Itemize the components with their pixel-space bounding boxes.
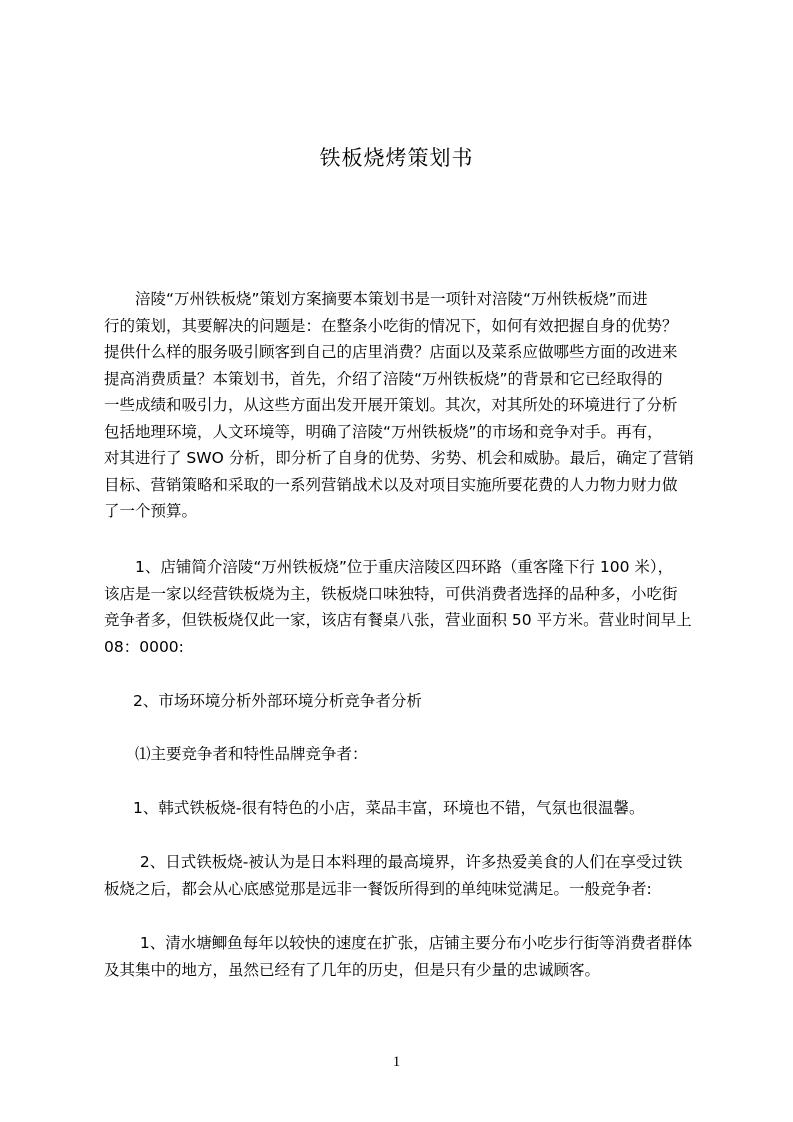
text-line: 包括地理环境，人文环境等，明确了涪陵“万州铁板烧”的市场和竞争对手。再有， (104, 422, 663, 441)
text-line: 提高消费质量？本策划书，首先，介绍了涪陵“万州铁板烧”的背景和它已经取得的 (104, 369, 663, 388)
text-line: 涪陵“万州铁板烧”策划方案摘要本策划书是一项针对涪陵“万州铁板烧”而进 (104, 290, 648, 308)
text-line: 竞争者多，但铁板烧仅此一家，该店有餐桌八张，营业面积 50 平方米。营业时间早上 (104, 611, 692, 629)
text-line: 了一个预算。 (104, 502, 198, 520)
korean-teppanyaki-item: 1、韩式铁板烧-很有特色的小店，菜品丰富，环境也不错，气氛也很温馨。 (133, 799, 645, 817)
text-line: 提供什么样的服务吸引顾客到自己的店里消费？店面以及菜系应做哪些方面的改进来 (104, 343, 678, 361)
document-title: 铁板烧烤策划书 (319, 146, 474, 170)
text-line: 1、清水塘鲫鱼每年以较快的速度在扩张，店铺主要分布小吃步行街等消费者群体 (104, 934, 693, 952)
text-line: 及其集中的地方，虽然已经有了几年的历史，但是只有少量的忠诚顾客。 (104, 960, 601, 979)
text-line: 1、店铺简介涪陵“万州铁板烧”位于重庆涪陵区四环路（重客隆下行 100 米）， (104, 558, 674, 576)
market-analysis-heading: 2、市场环境分析外部环境分析竞争者分析 (133, 692, 422, 710)
store-intro-paragraph (104, 554, 702, 660)
summary-paragraph (104, 286, 702, 525)
text-line: 08：0000: (104, 637, 184, 656)
text-line: 行的策划，其要解决的问题是：在整条小吃街的情况下，如何有效把握自身的优势？ (104, 316, 678, 335)
text-line: 板烧之后，都会从心底感觉那是远非一餐饭所得到的单纯味觉满足。一般竞争者: (104, 879, 652, 898)
japanese-teppanyaki-item (104, 849, 702, 902)
text-line: 对其进行了 SWO 分析，即分析了自身的优势、劣势、机会和威胁。最后，确定了营销 (104, 449, 694, 467)
qingshuitang-item (104, 930, 702, 983)
text-line: 目标、营销策略和采取的一系列营销战术以及对项目实施所要花费的人力物力财力做 (104, 475, 678, 494)
text-line: 一些成绩和吸引力，从这些方面出发开展开策划。其次，对其所处的环境进行了分析 (104, 396, 678, 414)
text-line: 2、日式铁板烧-被认为是日本料理的最高境界，许多热爱美食的人们在享受过铁 (104, 853, 683, 871)
text-line: 该店是一家以经营铁板烧为主，铁板烧口味独特，可供消费者选择的品种多，小吃街 (104, 584, 678, 603)
page-number: 1 (392, 1054, 401, 1070)
competitors-heading: ⑴主要竞争者和特性品牌竞争者： (135, 745, 368, 763)
